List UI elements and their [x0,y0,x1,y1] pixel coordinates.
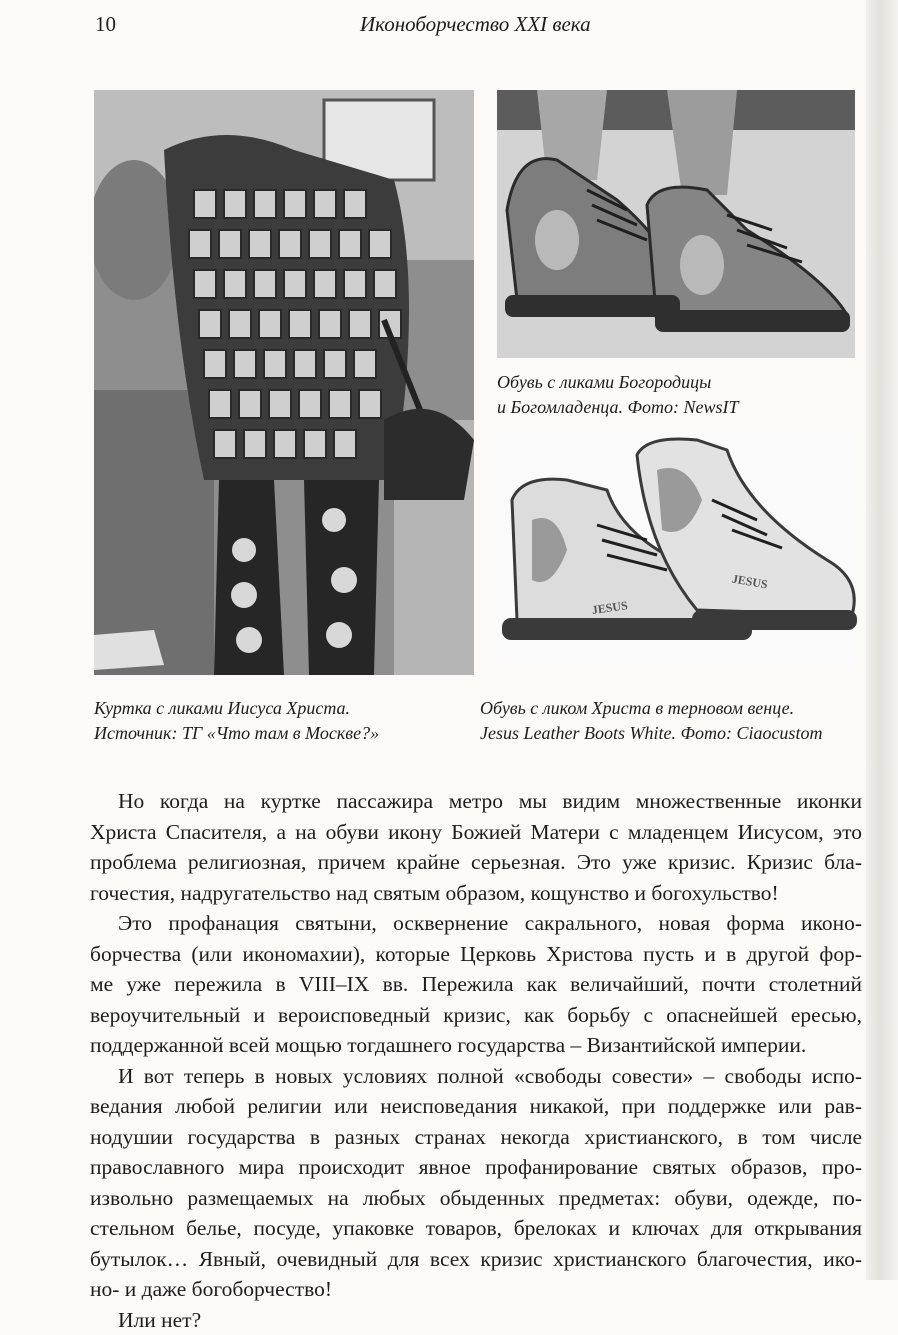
text-line: извольно размещаемых на любых обыденных предметах: обуви, одежде, по- [90,1183,862,1214]
running-header [95,12,855,40]
text-line: нодушии государства в разных странах некогда христианского, в том числе [90,1122,862,1153]
caption-line: Обувь с ликом Христа в терновом венце. [480,696,822,721]
caption-line: и Богомладенца. Фото: NewsIT [497,395,738,420]
text-line: И вот теперь в новых условиях полной «свободы совести» – свободы испо- [90,1061,862,1092]
boot-print-right: JESUS [731,571,769,591]
body-text [90,786,862,1335]
text-line: Христа Спасителя, а на обуви икону Божией Матери с младенцем Иисусом, это [90,817,862,848]
text-line: Но когда на куртке пассажира метро мы видим множественные иконки [90,786,862,817]
text-line: Это профанация святыни, осквернение сакрального, новая форма иконо- [90,908,862,939]
photo-boots-theotokos [497,90,855,358]
caption-line: Куртка с ликами Иисуса Христа. [94,696,379,721]
caption-boots-jesus [480,696,822,746]
caption-line: Jesus Leather Boots White. Фото: Ciaocustom [480,721,822,746]
text-line: гочестия, надругательство над святым образом, кощунство и богохульство! [90,878,862,909]
page-number: 10 [95,12,116,37]
text-line: вероучительный и вероисповедный кризис, как борьбу с опаснейшей ересью, [90,1000,862,1031]
running-title: Иконоборчество XXI века [360,12,591,37]
page-edge [866,0,898,1280]
photo-boots-jesus [497,430,859,666]
text-line: ведания любой религии или неисповедания никакой, при поддержке или рав- [90,1091,862,1122]
text-line: проблема религиозная, причем крайне серьезная. Это уже кризис. Кризис бла- [90,847,862,878]
caption-line: Источник: ТГ «Что там в Москве?» [94,721,379,746]
paragraph [90,1305,862,1335]
text-line: но- и даже богоборчество! [90,1274,862,1305]
text-line: борчества (или икономахии), которые Церковь Христова пусть и в другой фор- [90,939,862,970]
paragraph [90,908,862,1061]
caption-boots-theotokos [497,370,738,420]
paragraph [90,786,862,908]
text-line: поддержанной всей мощью тогдашнего государства – Византийской империи. [90,1030,862,1061]
text-line: стельном белье, посуде, упаковке товаров, брелоках и ключах для открывания [90,1213,862,1244]
text-line: бутылок… Явный, очевидный для всех кризис христианского благочестия, ико- [90,1244,862,1275]
text-line: ме уже пережила в VIII–IX вв. Пережила как величайший, почти столетний [90,969,862,1000]
text-line: православного мира происходит явное профанирование святых образов, про- [90,1152,862,1183]
caption-line: Обувь с ликами Богородицы [497,370,738,395]
caption-jacket [94,696,379,746]
boot-print-left: JESUS [591,598,629,617]
text-line: Или нет? [90,1305,862,1335]
paragraph [90,1061,862,1305]
photo-jacket-with-icons [94,90,474,675]
